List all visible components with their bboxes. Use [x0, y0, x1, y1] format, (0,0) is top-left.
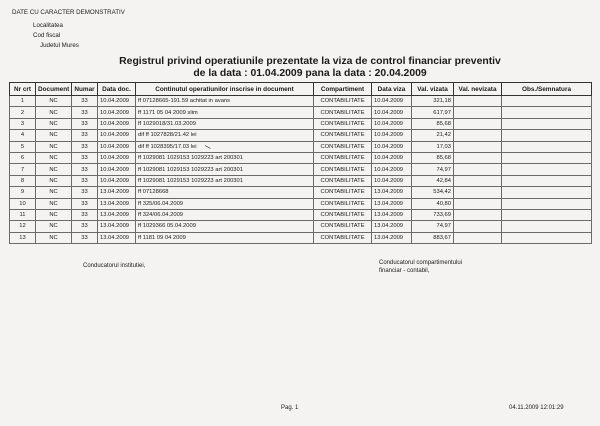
cell-nr-crt: 6: [10, 152, 36, 163]
cell-nr-crt: 8: [10, 175, 36, 186]
cell-nr-crt: 13: [10, 232, 36, 243]
register-title: [100, 56, 520, 80]
print-timestamp: 04.11.2009 12:01:29: [509, 405, 564, 411]
cell-document: NC: [36, 221, 72, 232]
cell-data-viza: 10.04.2009: [372, 152, 412, 163]
cell-data-viza: 13.04.2009: [372, 221, 412, 232]
cell-obs-semnatura: [502, 187, 592, 198]
cell-obs-semnatura: [502, 130, 592, 141]
cell-numar: 33: [72, 209, 98, 220]
cell-numar: 33: [72, 175, 98, 186]
cell-numar: 33: [72, 141, 98, 152]
cell-obs-semnatura: [502, 107, 592, 118]
cell-document: NC: [36, 141, 72, 152]
table-row: [10, 164, 592, 175]
cell-obs-semnatura: [502, 141, 592, 152]
cell-val-vizata: 85,68: [412, 152, 454, 163]
cell-continut: ff 1029081 1029153 1029223 art 200301: [136, 175, 314, 186]
cell-document: NC: [36, 118, 72, 129]
cell-compartiment: CONTABILITATE: [314, 107, 372, 118]
cell-data-doc: 13.04.2009: [98, 209, 136, 220]
cell-data-doc: 10.04.2009: [98, 175, 136, 186]
cell-obs-semnatura: [502, 152, 592, 163]
cell-val-nevizata: [454, 96, 502, 107]
cell-data-doc: 13.04.2009: [98, 221, 136, 232]
cell-document: NC: [36, 187, 72, 198]
cell-continut: ff 07128668: [136, 187, 314, 198]
cell-data-viza: 10.04.2009: [372, 130, 412, 141]
table-row: [10, 209, 592, 220]
cell-document: NC: [36, 96, 72, 107]
column-header-data-viza: Data viza: [372, 83, 412, 96]
cell-val-vizata: 733,69: [412, 209, 454, 220]
cell-val-vizata: 321,18: [412, 96, 454, 107]
cell-data-doc: 10.04.2009: [98, 96, 136, 107]
table-body: [10, 96, 592, 244]
cell-compartiment: CONTABILITATE: [314, 198, 372, 209]
cell-compartiment: CONTABILITATE: [314, 141, 372, 152]
cell-numar: 33: [72, 187, 98, 198]
cell-data-viza: 13.04.2009: [372, 232, 412, 243]
cell-data-viza: 10.04.2009: [372, 175, 412, 186]
cell-nr-crt: 10: [10, 198, 36, 209]
cell-document: NC: [36, 152, 72, 163]
cell-numar: 33: [72, 221, 98, 232]
cell-compartiment: CONTABILITATE: [314, 232, 372, 243]
cell-continut: ff 1029018/31.03.2009: [136, 118, 314, 129]
cell-numar: 33: [72, 118, 98, 129]
cell-compartiment: CONTABILITATE: [314, 221, 372, 232]
cell-document: NC: [36, 198, 72, 209]
cell-val-vizata: 17,03: [412, 141, 454, 152]
table-row: [10, 187, 592, 198]
table-row: [10, 152, 592, 163]
cell-obs-semnatura: [502, 96, 592, 107]
cell-continut: ff 324/06.04.2009: [136, 209, 314, 220]
cell-data-doc: 10.04.2009: [98, 118, 136, 129]
cell-nr-crt: 2: [10, 107, 36, 118]
column-header-val-vizata: Val. vizata: [412, 83, 454, 96]
cell-continut: ff 1029081 1029153 1029223 art 200301: [136, 152, 314, 163]
cell-obs-semnatura: [502, 164, 592, 175]
cell-val-vizata: 534,42: [412, 187, 454, 198]
cell-val-nevizata: [454, 198, 502, 209]
cell-compartiment: CONTABILITATE: [314, 152, 372, 163]
column-header-obs-semnatura: Obs./Semnatura: [502, 83, 592, 96]
cell-compartiment: CONTABILITATE: [314, 209, 372, 220]
cell-val-vizata: 883,67: [412, 232, 454, 243]
cell-val-vizata: 42,84: [412, 175, 454, 186]
cell-compartiment: CONTABILITATE: [314, 187, 372, 198]
title-line-2: de la data : 01.04.2009 pana la data : 20.04.2009: [193, 68, 427, 79]
cell-val-nevizata: [454, 232, 502, 243]
localitatea-label: Localitatea: [33, 22, 63, 29]
column-header-val-nevizata: Val. nevizata: [454, 83, 502, 96]
cell-val-vizata: 85,68: [412, 118, 454, 129]
signature-finance-head: [379, 259, 462, 275]
judetul-label: Judetul Mures: [40, 42, 79, 49]
cell-val-nevizata: [454, 221, 502, 232]
cell-val-nevizata: [454, 175, 502, 186]
table-row: [10, 175, 592, 186]
table-row: [10, 198, 592, 209]
cell-nr-crt: 4: [10, 130, 36, 141]
cell-obs-semnatura: [502, 175, 592, 186]
cell-compartiment: CONTABILITATE: [314, 96, 372, 107]
cell-obs-semnatura: [502, 221, 592, 232]
column-header-data-doc: Data doc.: [98, 83, 136, 96]
column-header-numar: Numar: [72, 83, 98, 96]
cell-data-doc: 10.04.2009: [98, 164, 136, 175]
cell-data-doc: 10.04.2009: [98, 107, 136, 118]
cell-continut: ff 325/06.04.2009: [136, 198, 314, 209]
cell-compartiment: CONTABILITATE: [314, 118, 372, 129]
cell-val-nevizata: [454, 187, 502, 198]
cell-nr-crt: 12: [10, 221, 36, 232]
cell-data-viza: 10.04.2009: [372, 141, 412, 152]
cell-val-vizata: 40,80: [412, 198, 454, 209]
signature-institution-head: Conducatorul institutiei,: [83, 263, 146, 269]
cell-obs-semnatura: [502, 232, 592, 243]
cell-continut: ff 1181 09 04 2009: [136, 232, 314, 243]
cell-data-viza: 10.04.2009: [372, 164, 412, 175]
cell-val-nevizata: [454, 107, 502, 118]
table-row: [10, 107, 592, 118]
cell-val-nevizata: [454, 164, 502, 175]
cell-nr-crt: 7: [10, 164, 36, 175]
cell-compartiment: CONTABILITATE: [314, 130, 372, 141]
cell-continut: ff 07128665-191.59 achitat in avans: [136, 96, 314, 107]
demo-notice: DATE CU CARACTER DEMONSTRATIV: [12, 9, 125, 16]
cell-val-nevizata: [454, 141, 502, 152]
cell-val-vizata: 617,97: [412, 107, 454, 118]
cell-numar: 33: [72, 107, 98, 118]
cell-data-doc: 10.04.2009: [98, 141, 136, 152]
cell-data-doc: 10.04.2009: [98, 152, 136, 163]
cell-data-doc: 13.04.2009: [98, 232, 136, 243]
cell-continut: ff 1029366 05.04.2009: [136, 221, 314, 232]
cell-document: NC: [36, 232, 72, 243]
table-row: [10, 221, 592, 232]
column-header-continut: Continutul operatiunilor inscrise in document: [136, 83, 314, 96]
cell-numar: 33: [72, 198, 98, 209]
cell-compartiment: CONTABILITATE: [314, 164, 372, 175]
cell-data-doc: 13.04.2009: [98, 187, 136, 198]
title-line-1: Registrul privind operatiunile prezentate la viza de control financiar preventiv: [119, 56, 501, 67]
cell-val-nevizata: [454, 118, 502, 129]
cell-data-viza: 13.04.2009: [372, 209, 412, 220]
cell-numar: 33: [72, 232, 98, 243]
cell-continut: dif ff 1028395/17.03 lei: [136, 141, 314, 152]
cell-nr-crt: 1: [10, 96, 36, 107]
table-row: [10, 118, 592, 129]
cell-continut: dif ff 1027828/21.42 lei: [136, 130, 314, 141]
table-row: [10, 232, 592, 243]
cell-data-viza: 10.04.2009: [372, 118, 412, 129]
cell-data-viza: 13.04.2009: [372, 198, 412, 209]
cell-nr-crt: 5: [10, 141, 36, 152]
cell-obs-semnatura: [502, 198, 592, 209]
register-table: [9, 82, 592, 244]
cell-document: NC: [36, 175, 72, 186]
cell-val-nevizata: [454, 130, 502, 141]
cell-data-viza: 10.04.2009: [372, 96, 412, 107]
signature-finance-line-2: financiar - contabil,: [379, 268, 430, 274]
cell-continut: ff 1029081 1029153 1029223 art 200301: [136, 164, 314, 175]
page-number: Pag. 1: [281, 405, 299, 411]
column-header-compartiment: Compartiment: [314, 83, 372, 96]
cell-obs-semnatura: [502, 118, 592, 129]
cell-data-viza: 13.04.2009: [372, 187, 412, 198]
cell-document: NC: [36, 107, 72, 118]
cell-nr-crt: 9: [10, 187, 36, 198]
cell-numar: 33: [72, 152, 98, 163]
pen-mark: [205, 145, 211, 149]
cell-document: NC: [36, 164, 72, 175]
cell-data-viza: 10.04.2009: [372, 107, 412, 118]
cell-val-vizata: 21,42: [412, 130, 454, 141]
table-header-row: [10, 83, 592, 96]
cell-obs-semnatura: [502, 209, 592, 220]
cod-fiscal-label: Cod fiscal: [33, 32, 61, 39]
cell-document: NC: [36, 130, 72, 141]
cell-val-vizata: 74,97: [412, 164, 454, 175]
cell-document: NC: [36, 209, 72, 220]
cell-val-nevizata: [454, 152, 502, 163]
signature-finance-line-1: Conducatorul compartimentului: [379, 260, 463, 266]
cell-val-nevizata: [454, 209, 502, 220]
column-header-document: Document: [36, 83, 72, 96]
cell-nr-crt: 3: [10, 118, 36, 129]
table-row: [10, 96, 592, 107]
column-header-nr-crt: Nr crt: [10, 83, 36, 96]
cell-numar: 33: [72, 164, 98, 175]
cell-val-vizata: 74,97: [412, 221, 454, 232]
cell-nr-crt: 11: [10, 209, 36, 220]
cell-data-doc: 10.04.2009: [98, 130, 136, 141]
table-row: [10, 130, 592, 141]
cell-numar: 33: [72, 130, 98, 141]
table-row: [10, 141, 592, 152]
cell-compartiment: CONTABILITATE: [314, 175, 372, 186]
cell-numar: 33: [72, 96, 98, 107]
cell-continut: ff 1171 05 04 2009 slim: [136, 107, 314, 118]
cell-data-doc: 13.04.2009: [98, 198, 136, 209]
